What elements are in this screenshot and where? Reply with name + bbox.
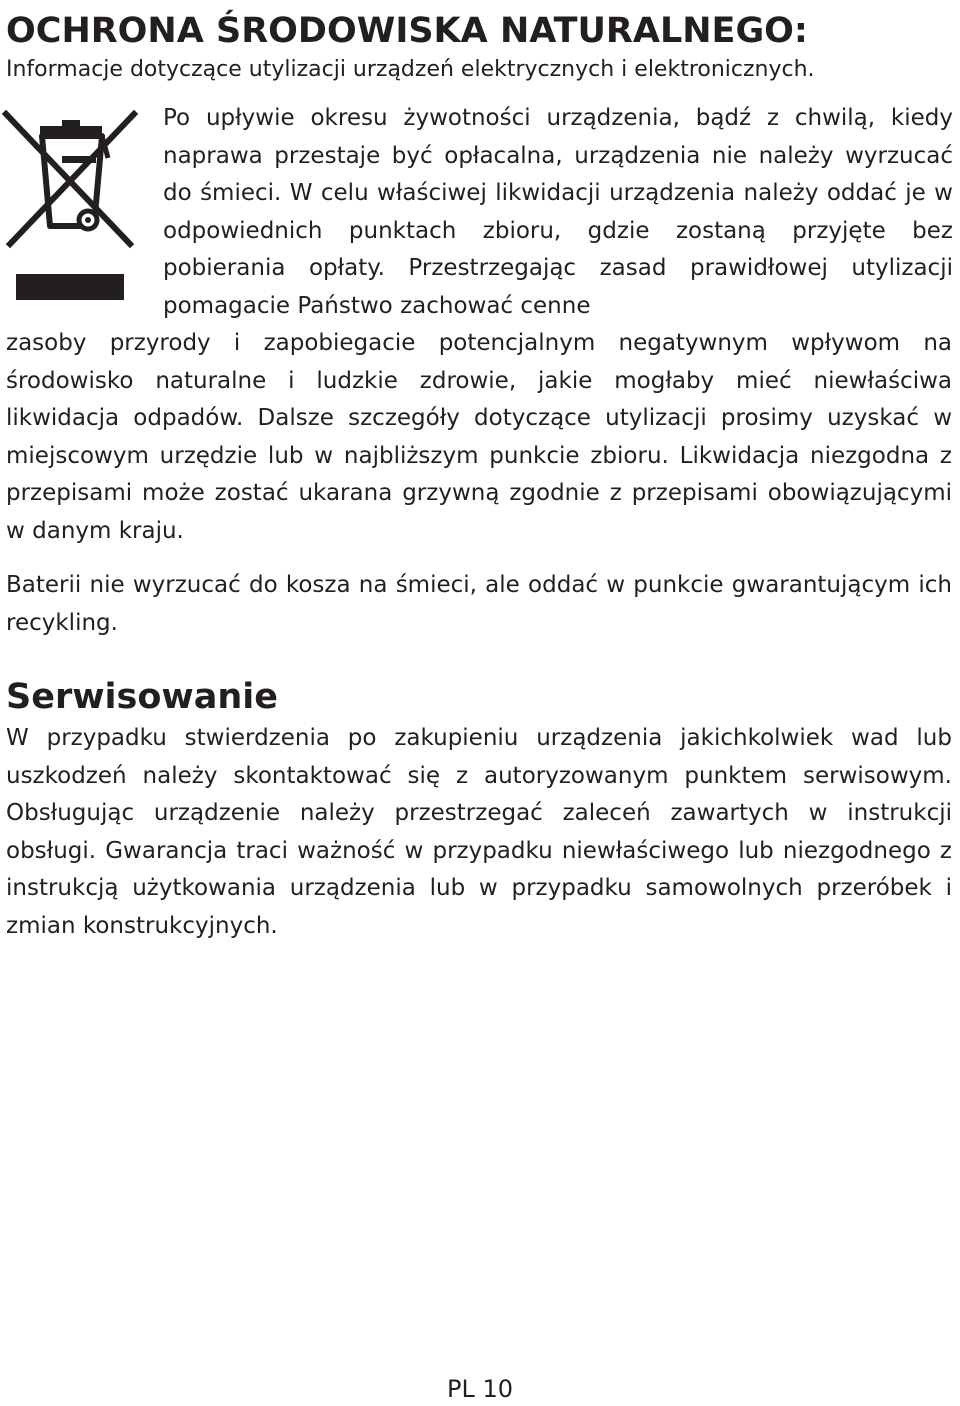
battery-disposal-text: Baterii nie wyrzucać do kosza na śmieci, ale oddać w punkcie gwarantującym ich recykling.: [6, 572, 952, 636]
service-text: W przypadku stwierdzenia po zakupieniu urządzenia jakichkolwiek wad lub uszkodzeń należy skontaktować się z autoryzowanym punktem serwisowym. Obsługując urządzenie należy przestrzegać zaleceń zawartych w instrukcji obsługi. Gwarancja traci ważność w przypadku niewłaściwego lub niezgodnego z instrukcją użytkowania urządzenia lub w przypadku samowolnych przeróbek i zmian konstrukcyjnych.: [6, 725, 952, 939]
page-title: OCHRONA ŚRODOWISKA NATURALNEGO:: [6, 11, 808, 51]
disposal-continuation-text: zasoby przyrody i zapobiegacie potencjalnym negatywnym wpływom na środowisko naturalne i ludzkie zdrowie, jakie mogłaby mieć niewłaściwa likwidacja odpadów. Dalsze szczegóły dotyczące utylizacji prosimy uzyskać w miejscowym urzędzie lub w najbliższym punkcie zbioru. Likwidacja niezgodna z przepisami może zostać ukarana grzywną zgodnie z przepisami obowiązującymi w danym kraju.: [6, 330, 952, 544]
page-number: PL 10: [446, 1375, 513, 1403]
disposal-intro-text: Po upływie okresu żywotności urządzenia, bądź z chwilą, kiedy naprawa przestaje być opłacalna, urządzenia nie należy wyrzucać do śmieci. W celu właściwej likwidacji urządzenia należy oddać je w odpowiednich punktach zbioru, gdzie zostaną przyjęte bez pobierania opłaty. Przestrzegając zasad prawidłowej utylizacji pomagacie Państwo zachować cenne: [163, 105, 953, 319]
environment-subtitle: Informacje dotyczące utylizacji urządzeń elektrycznych i elektronicznych.: [6, 57, 815, 82]
service-heading: Serwisowanie: [6, 677, 279, 717]
crossed-out-wheelie-bin-icon: [0, 102, 140, 302]
